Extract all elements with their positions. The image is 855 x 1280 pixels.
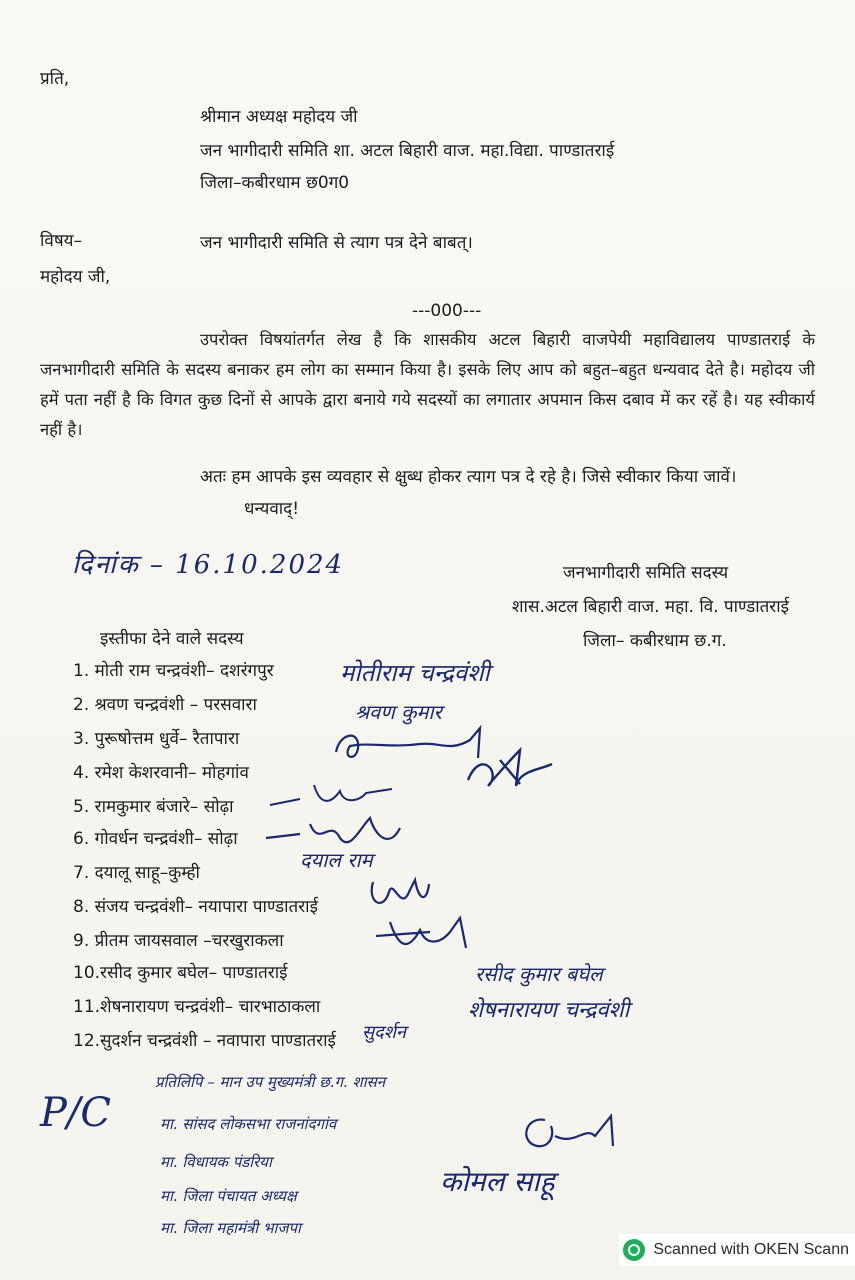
address-line-1: श्रीमान अध्यक्ष महोदय जी <box>200 107 358 127</box>
sender-line-2: शास.अटल बिहारी वाज. महा. वि. पाण्डातराई <box>512 597 790 617</box>
signature-8-scribble <box>365 872 435 916</box>
scanner-watermark <box>619 1234 855 1266</box>
signature-7: दयाल राम <box>300 848 373 872</box>
scanner-logo-icon <box>623 1239 645 1261</box>
signature-12: सुदर्शन <box>362 1022 406 1043</box>
copy-signature: कोमल साहू <box>440 1165 555 1198</box>
body-paragraph-1: उपरोक्त विषयांतर्गत लेख है कि शासकीय अटल बिहारी वाजपेयी महाविद्यालय पाण्डातराई के जनभागीदारी समिति के सदस्य बनाकर हम लोग का सम्मान किया है। इसके लिए आप को बहुत–बहुत धन्यवाद देते है। महोदय जी हमें पता नहीं है कि विगत कुछ दिनों से आपके द्वारा बनाये गये सदस्यों का लगातार अपमान किस दबाव में कर रहें है। यह स्वीकार्य नहीं है। <box>40 330 815 439</box>
copy-to-line: मा. सांसद लोकसभा राजनांदगांव <box>160 1115 337 1133</box>
member-item: 2. श्रवण चन्द्रवंशी – परसवारा <box>73 695 257 715</box>
member-item: 11.शेषनारायण चन्द्रवंशी– चारभाठाकला <box>73 997 321 1017</box>
member-item: 5. रामकुमार बंजारे– सोढ़ा <box>73 797 234 817</box>
scanner-label: Scanned with OKEN Scann <box>653 1241 849 1258</box>
subject-text: जन भागीदारी समिति से त्याग पत्र देने बाबत्। <box>200 233 473 253</box>
handwritten-date: दिनांक – 16.10.2024 <box>72 550 345 580</box>
member-item: 9. प्रीतम जायसवाल –चरखुराकला <box>73 931 284 951</box>
signature-1: मोतीराम चन्द्रवंशी <box>340 659 490 687</box>
salutation: महोदय जी, <box>40 267 111 287</box>
signature-2: श्रवण कुमार <box>355 700 442 724</box>
signature-11: शेषनारायण चन्द्रवंशी <box>468 998 630 1023</box>
address-line-3: जिला–कबीरधाम छ0ग0 <box>200 173 350 193</box>
member-item: 12.सुदर्शन चन्द्रवंशी – नवापारा पाण्डातराई <box>73 1031 336 1051</box>
sender-line-1: जनभागीदारी समिति सदस्य <box>563 563 729 583</box>
address-line-2: जन भागीदारी समिति शा. अटल बिहारी वाज. महा.विद्या. पाण्डातराई <box>200 141 615 161</box>
member-item: 4. रमेश केशरवानी– मोहगांव <box>73 763 249 783</box>
signature-4-scribble <box>460 740 560 800</box>
members-heading: इस्तीफा देने वाले सदस्य <box>100 629 244 649</box>
copy-to-label: P/C <box>40 1090 111 1136</box>
subject-label: विषय– <box>40 231 83 251</box>
member-item: 6. गोवर्धन चन्द्रवंशी– सोढ़ा <box>73 829 238 849</box>
thanks: धन्यवाद्! <box>244 499 300 519</box>
separator: ---000--- <box>412 301 482 321</box>
sender-line-3: जिला– कबीरधाम छ.ग. <box>583 631 727 651</box>
signature-9-scribble <box>370 912 480 956</box>
copy-to-line: मा. जिला महामंत्री भाजपा <box>160 1219 301 1237</box>
member-item: 7. दयालू साहू–कुम्ही <box>73 863 200 883</box>
prati-label: प्रति, <box>40 69 70 89</box>
member-item: 1. मोती राम चन्द्रवंशी– दशरंगपुर <box>73 661 274 681</box>
member-item: 8. संजय चन्द्रवंशी– नयापारा पाण्डातराई <box>73 897 318 917</box>
signature-10: रसीद कुमार बघेल <box>475 962 603 986</box>
member-item: 10.रसीद कुमार बघेल– पाण्डातराई <box>73 963 288 983</box>
copy-to-line: प्रतिलिपि – मान उप मुख्यमंत्री छ.ग. शासन <box>155 1073 386 1091</box>
copy-to-line: मा. जिला पंचायत अध्यक्ष <box>160 1187 297 1205</box>
copy-to-line: मा. विधायक पंडरिया <box>160 1153 272 1171</box>
member-item: 3. पुरूषोत्तम धुर्वे– रैतापारा <box>73 729 240 749</box>
body-paragraph-2: अतः हम आपके इस व्यवहार से क्षुब्ध होकर त्याग पत्र दे रहे है। जिसे स्वीकार किया जावें। <box>200 467 737 487</box>
copy-signature-scribble <box>515 1106 625 1156</box>
